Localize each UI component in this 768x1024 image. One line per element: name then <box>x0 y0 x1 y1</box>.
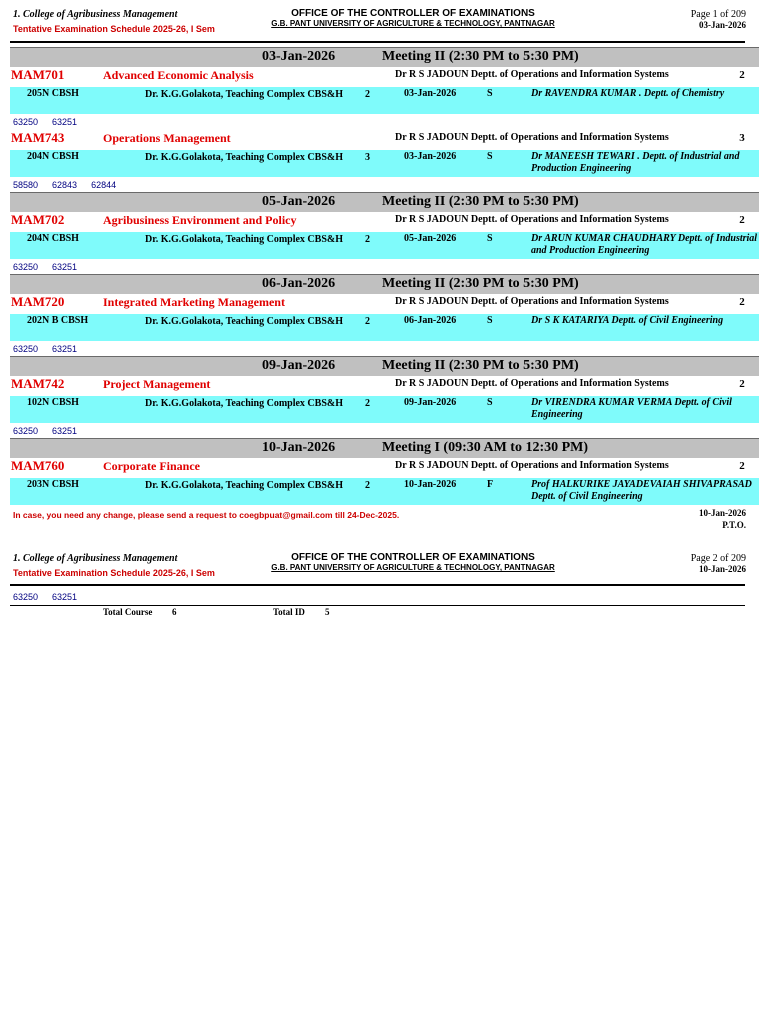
exam-date: 05-Jan-2026 <box>404 233 457 244</box>
totals-rule <box>10 605 745 606</box>
header-rule <box>10 584 745 586</box>
exam-date: 03-Jan-2026 <box>404 88 457 99</box>
total-course-value: 6 <box>172 607 177 617</box>
student-id: 63250 <box>13 117 39 127</box>
exam-date: 09-Jan-2026 <box>404 397 457 408</box>
student-id: 62844 <box>91 180 117 190</box>
page-date: 10-Jan-2026 <box>699 564 746 574</box>
exam-date: 03-Jan-2026 <box>404 151 457 162</box>
band-date: 03-Jan-2026 <box>262 49 336 64</box>
change-request-note: In case, you need any change, please send a request to coegbpuat@gmail.com till 24-Dec-2025. <box>13 510 400 520</box>
total-course-label: Total Course <box>103 607 153 617</box>
student-id: 63250 <box>13 426 39 436</box>
student-id: 63251 <box>52 426 78 436</box>
university-name: G.B. PANT UNIVERSITY OF AGRICULTURE & TECHNOLOGY, PANTNAGAR <box>271 563 555 572</box>
course-code: MAM701 <box>11 67 65 82</box>
venue: Dr. K.G.Golakota, Teaching Complex CBS&H <box>145 316 343 327</box>
date-band <box>10 438 759 458</box>
exam-date: 06-Jan-2026 <box>404 315 457 326</box>
slot-count: 3 <box>365 152 370 163</box>
tentative-schedule-title: Tentative Examination Schedule 2025-26, I Sem <box>13 568 215 578</box>
student-ids <box>13 262 91 272</box>
course-coordinator: Dr R S JADOUN Deptt. of Operations and Information Systems <box>395 69 669 80</box>
office-title: OFFICE OF THE CONTROLLER OF EXAMINATIONS <box>291 552 535 563</box>
student-id: 63250 <box>13 592 39 602</box>
instructor: Dr ARUN KUMAR CHAUDHARY Deptt. of Industrial and Production Engineering <box>531 233 758 256</box>
slot-count: 2 <box>365 480 370 491</box>
instructor: Dr MANEESH TEWARI . Deptt. of Industrial and Production Engineering <box>531 151 740 174</box>
course-credit: 2 <box>739 378 745 390</box>
student-ids <box>13 344 91 354</box>
course-code: MAM742 <box>11 376 65 391</box>
course-credit: 2 <box>739 69 745 81</box>
course-code: MAM760 <box>11 458 65 473</box>
course-credit: 3 <box>739 132 745 144</box>
venue: Dr. K.G.Golakota, Teaching Complex CBS&H <box>145 234 343 245</box>
room: 204N CBSH <box>27 233 79 244</box>
student-id: 62843 <box>52 180 78 190</box>
instructor: Dr S K KATARIYA Deptt. of Civil Engineering <box>531 315 724 326</box>
header-rule <box>10 41 745 43</box>
course-title: Advanced Economic Analysis <box>103 68 254 82</box>
tentative-schedule-title: Tentative Examination Schedule 2025-26, I Sem <box>13 24 215 34</box>
venue: Dr. K.G.Golakota, Teaching Complex CBS&H <box>145 152 343 163</box>
venue: Dr. K.G.Golakota, Teaching Complex CBS&H <box>145 398 343 409</box>
slot-count: 2 <box>365 316 370 327</box>
detail-band <box>10 396 759 423</box>
detail-band <box>10 314 759 341</box>
course-code: MAM702 <box>11 212 65 227</box>
band-date: 05-Jan-2026 <box>262 194 336 209</box>
course-coordinator: Dr R S JADOUN Deptt. of Operations and Information Systems <box>395 378 669 389</box>
band-meeting: Meeting II (2:30 PM to 5:30 PM) <box>382 276 579 291</box>
student-id: 63251 <box>52 117 78 127</box>
detail-band <box>10 232 759 259</box>
student-id: 63250 <box>13 344 39 354</box>
exam-type: F <box>487 479 494 490</box>
student-id: 63251 <box>52 262 78 272</box>
detail-band <box>10 478 759 505</box>
total-id-value: 5 <box>325 607 330 617</box>
instructor: Dr VIRENDRA KUMAR VERMA Deptt. of Civil Engineering <box>531 397 732 420</box>
exam-section <box>0 438 768 506</box>
room: 102N CBSH <box>27 397 79 408</box>
course-title: Project Management <box>103 377 211 391</box>
page-header <box>0 553 768 593</box>
instructor: Dr RAVENDRA KUMAR . Deptt. of Chemistry <box>531 88 725 99</box>
course-title: Corporate Finance <box>103 459 200 473</box>
pto-label: P.T.O. <box>722 520 746 530</box>
exam-section <box>0 192 768 274</box>
page-date: 03-Jan-2026 <box>699 20 746 30</box>
student-ids <box>13 426 91 436</box>
university-name: G.B. PANT UNIVERSITY OF AGRICULTURE & TECHNOLOGY, PANTNAGAR <box>271 19 555 28</box>
exam-section <box>0 110 768 192</box>
band-date: 09-Jan-2026 <box>262 358 336 373</box>
band-date: 06-Jan-2026 <box>262 276 336 291</box>
room: 202N B CBSH <box>27 315 89 326</box>
course-coordinator: Dr R S JADOUN Deptt. of Operations and Information Systems <box>395 132 669 143</box>
slot-count: 2 <box>365 398 370 409</box>
course-code: MAM720 <box>11 294 65 309</box>
exam-type: S <box>487 233 493 244</box>
exam-type: S <box>487 315 493 326</box>
course-title: Operations Management <box>103 131 231 145</box>
student-id: 63250 <box>13 262 39 272</box>
student-id: 63251 <box>52 344 78 354</box>
exam-type: S <box>487 88 493 99</box>
course-title: Integrated Marketing Management <box>103 295 285 309</box>
college-name: 1. College of Agribusiness Management <box>13 553 178 564</box>
detail-band <box>10 150 759 177</box>
exam-type: S <box>487 397 493 408</box>
date-band <box>10 274 759 294</box>
band-meeting: Meeting I (09:30 AM to 12:30 PM) <box>382 440 589 455</box>
course-credit: 2 <box>739 460 745 472</box>
date-band <box>10 47 759 67</box>
page-header <box>0 9 768 49</box>
venue: Dr. K.G.Golakota, Teaching Complex CBS&H <box>145 89 343 100</box>
course-code: MAM743 <box>11 130 65 145</box>
room: 205N CBSH <box>27 88 79 99</box>
college-name: 1. College of Agribusiness Management <box>13 9 178 20</box>
page-number: Page 1 of 209 <box>690 9 746 20</box>
student-ids <box>13 592 91 602</box>
page-number: Page 2 of 209 <box>690 553 746 564</box>
exam-type: S <box>487 151 493 162</box>
room: 204N CBSH <box>27 151 79 162</box>
course-coordinator: Dr R S JADOUN Deptt. of Operations and Information Systems <box>395 214 669 225</box>
band-meeting: Meeting II (2:30 PM to 5:30 PM) <box>382 358 579 373</box>
course-coordinator: Dr R S JADOUN Deptt. of Operations and Information Systems <box>395 460 669 471</box>
exam-section <box>0 356 768 438</box>
office-title: OFFICE OF THE CONTROLLER OF EXAMINATIONS <box>291 8 535 19</box>
date-band <box>10 192 759 212</box>
room: 203N CBSH <box>27 479 79 490</box>
slot-count: 2 <box>365 234 370 245</box>
student-id: 63251 <box>52 592 78 602</box>
exam-section <box>0 274 768 356</box>
course-credit: 2 <box>739 214 745 226</box>
course-credit: 2 <box>739 296 745 308</box>
band-meeting: Meeting II (2:30 PM to 5:30 PM) <box>382 49 579 64</box>
venue: Dr. K.G.Golakota, Teaching Complex CBS&H <box>145 480 343 491</box>
band-date: 10-Jan-2026 <box>262 440 336 455</box>
slot-count: 2 <box>365 89 370 100</box>
student-ids <box>13 180 130 190</box>
instructor: Prof HALKURIKE JAYADEVAIAH SHIVAPRASAD Deptt. of Civil Engineering <box>531 479 752 502</box>
exam-date: 10-Jan-2026 <box>404 479 457 490</box>
course-title: Agribusiness Environment and Policy <box>103 213 297 227</box>
band-meeting: Meeting II (2:30 PM to 5:30 PM) <box>382 194 579 209</box>
footer-date: 10-Jan-2026 <box>699 508 746 518</box>
course-coordinator: Dr R S JADOUN Deptt. of Operations and Information Systems <box>395 296 669 307</box>
total-id-label: Total ID <box>273 607 305 617</box>
date-band <box>10 356 759 376</box>
student-id: 58580 <box>13 180 39 190</box>
